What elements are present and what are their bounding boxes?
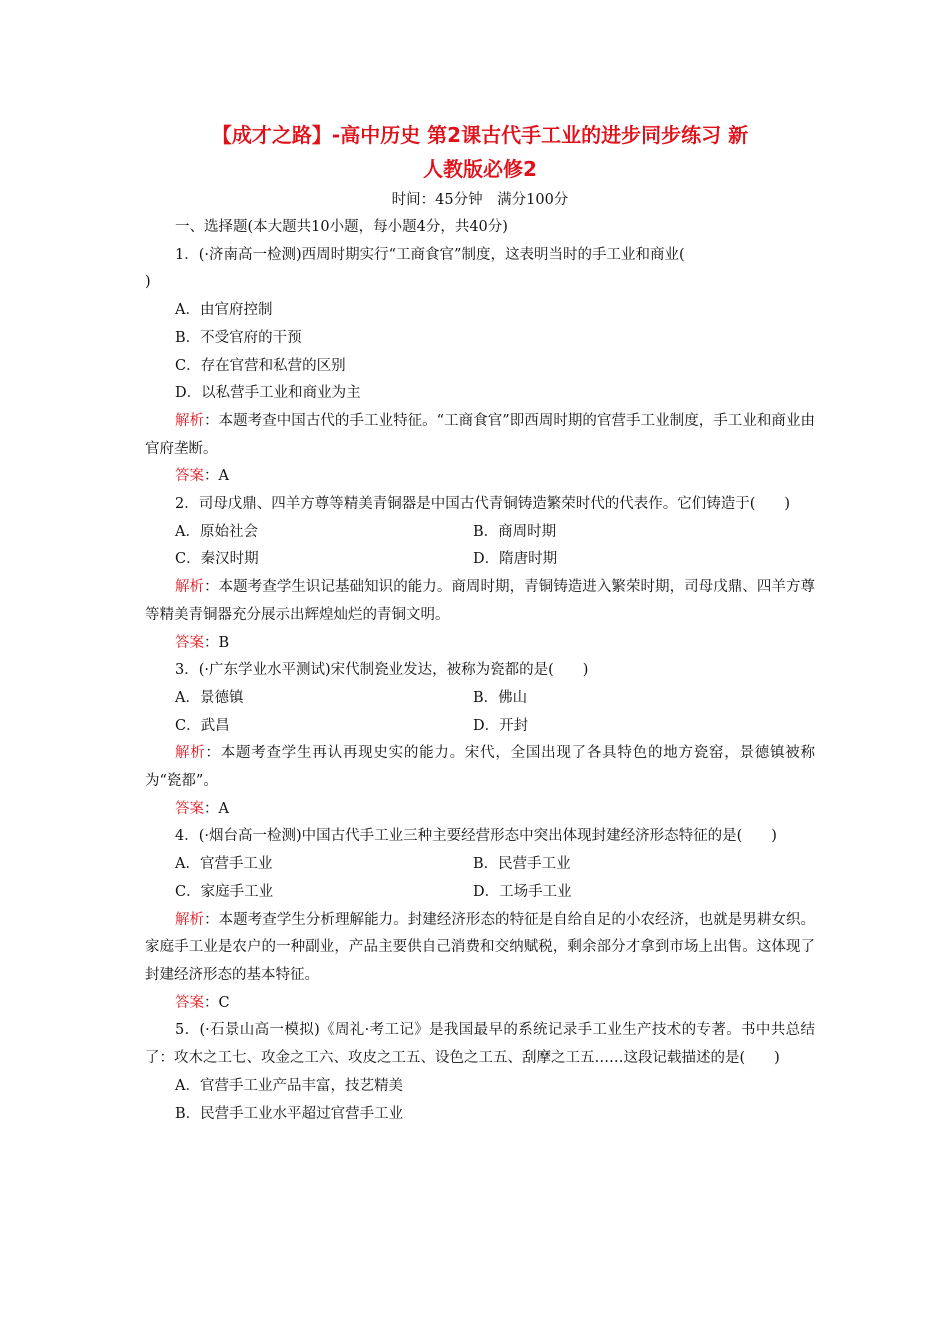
q1-analysis [145, 408, 815, 463]
analysis-label: 解析 [175, 911, 205, 928]
answer-text: ：C [204, 994, 230, 1011]
q1-option-a: A．由官府控制 [175, 302, 273, 319]
document-page [145, 118, 815, 1128]
analysis-text: ：本题考查学生再认再现史实的能力。宋代，全国出现了各具特色的地方瓷窑，景德镇被称为“瓷都”。 [145, 745, 815, 790]
q2-answer [145, 630, 815, 658]
answer-text: ：A [204, 468, 229, 485]
q2-option-a: A．原始社会 [175, 523, 258, 540]
q4-answer [145, 990, 815, 1018]
analysis-text: ：本题考查中国古代的手工业特征。“工商食官”即西周时期的官营手工业制度，手工业和商业由官府垄断。 [145, 412, 815, 457]
answer-text: ：A [204, 800, 229, 817]
q4-stem: 4．(·烟台高一检测)中国古代手工业三种主要经营形态中突出体现封建经济形态特征的是( ) [175, 828, 777, 845]
q4-option-d: D．工场手工业 [473, 883, 572, 900]
q4-option-c: C．家庭手工业 [175, 883, 274, 900]
q1-answer [145, 463, 815, 491]
analysis-text: ：本题考查学生分析理解能力。封建经济形态的特征是自给自足的小农经济，也就是男耕女织。家庭手工业是农户的一种副业，产品主要供自己消费和交纳赋税，剩余部分才拿到市场上出售。这体现了封建经济形态的基本特征。 [145, 911, 815, 983]
answer-label: 答案 [175, 800, 204, 817]
q3-stem: 3．(·广东学业水平测试)宋代制瓷业发达，被称为瓷都的是( ) [175, 662, 589, 679]
q2-options-row1 [145, 519, 815, 547]
q5-option-a: A．官营手工业产品丰富，技艺精美 [175, 1077, 403, 1094]
analysis-label: 解析 [175, 745, 206, 762]
q3-option-d: D．开封 [473, 717, 529, 734]
q2-option-b: B．商周时期 [473, 523, 557, 540]
q1-stem-line1: 1．(·济南高一检测)西周时期实行“工商食官”制度，这表明当时的手工业和商业( [175, 246, 685, 263]
q3-analysis [145, 740, 815, 795]
q2-option-c: C．秦汉时期 [175, 551, 259, 568]
q3-option-c: C．武昌 [175, 717, 230, 734]
q3-options-row2 [145, 713, 815, 741]
q5-option-b: B．民营手工业水平超过官营手工业 [175, 1105, 404, 1122]
q4-options-row1 [145, 851, 815, 879]
analysis-label: 解析 [175, 579, 205, 596]
section-heading: 一、选择题(本大题共10小题，每小题4分，共40分) [175, 219, 508, 235]
time-info: 时间：45分钟 满分100分 [391, 192, 569, 208]
answer-label: 答案 [175, 994, 204, 1011]
document-title [145, 118, 815, 186]
q4-option-a: A．官营手工业 [175, 856, 273, 873]
q2-stem: 2．司母戊鼎、四羊方尊等精美青铜器是中国古代青铜铸造繁荣时代的代表作。它们铸造于( ) [175, 496, 791, 513]
q4-analysis [145, 907, 815, 990]
q4-options-row2 [145, 879, 815, 907]
q5-stem: 5．(·石景山高一模拟)《周礼·考工记》是我国最早的系统记录手工业生产技术的专著。书中共总结了：攻木之工七、攻金之工六、攻皮之工五、设色之工五、刮摩之工五……这段记载描述的是( ) [145, 1022, 815, 1067]
q2-options-row2 [145, 546, 815, 574]
q1-option-b: B．不受官府的干预 [175, 329, 302, 346]
q1-option-c: C．存在官营和私营的区别 [175, 357, 346, 374]
answer-label: 答案 [175, 468, 204, 485]
analysis-label: 解析 [175, 412, 205, 429]
q1-stem-line2: ) [145, 274, 151, 291]
analysis-text: ：本题考查学生识记基础知识的能力。商周时期，青铜铸造进入繁荣时期，司母戊鼎、四羊方尊等精美青铜器充分展示出辉煌灿烂的青铜文明。 [145, 579, 815, 623]
title-line-1: 【成才之路】-高中历史 第2课古代手工业的进步同步练习 新 [211, 123, 749, 147]
q2-analysis [145, 574, 815, 629]
q3-option-a: A．景德镇 [175, 689, 244, 706]
q1-option-d: D．以私营手工业和商业为主 [175, 385, 361, 402]
title-line-2: 人教版必修2 [423, 157, 537, 181]
q3-options-row1 [145, 685, 815, 713]
q3-answer [145, 796, 815, 824]
answer-label: 答案 [175, 634, 204, 651]
q4-option-b: B．民营手工业 [473, 856, 571, 873]
q3-option-b: B．佛山 [473, 689, 528, 706]
q2-option-d: D．隋唐时期 [473, 551, 558, 568]
answer-text: ：B [204, 634, 230, 651]
